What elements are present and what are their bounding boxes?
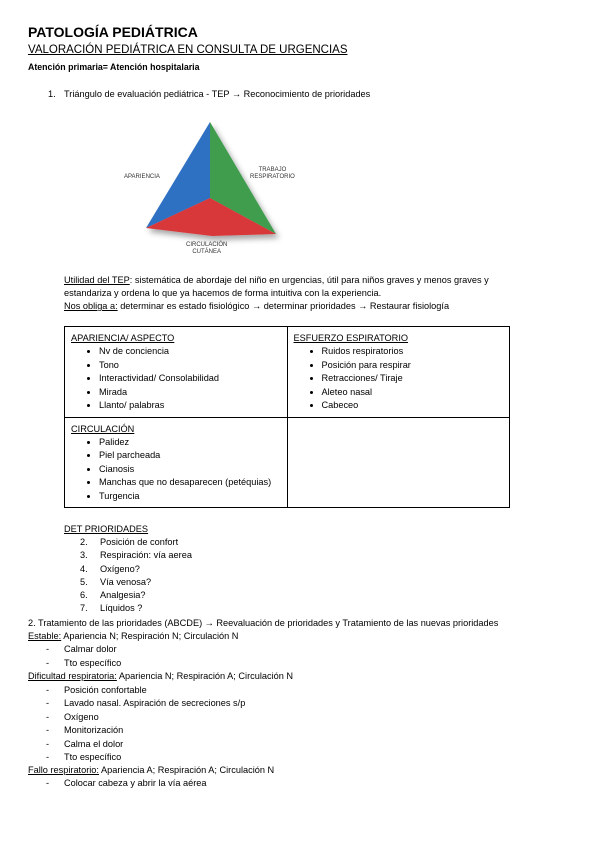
- dash-marker: -: [46, 685, 50, 695]
- dificultad-line: [28, 670, 293, 683]
- list-item: Colocar cabeza y abrir la vía aérea: [64, 778, 207, 788]
- list-item: • Nv de conciencia: [99, 345, 281, 359]
- list-item: • Palidez: [99, 436, 281, 450]
- list-item: • Manchas que no desaparecen (petéquias): [99, 476, 281, 490]
- utilidad-text-1: : sistemática de abordaje del niño en urgencias, útil para niños graves y menos graves y: [129, 275, 489, 285]
- utilidad-line-1: [64, 274, 489, 287]
- esfuerzo-cell: [287, 327, 510, 418]
- list-item: • Tono: [99, 359, 281, 373]
- list-item: • Aleteo nasal: [322, 386, 504, 400]
- page-title: PATOLOGÍA PEDIÁTRICA: [28, 24, 198, 40]
- list-item: Tto específico: [64, 752, 122, 762]
- list-item: • Cianosis: [99, 463, 281, 477]
- list-item: • Turgencia: [99, 490, 281, 504]
- utilidad-text-2: estandariza y ordena lo que ya hacemos de forma intuitiva con la experiencia.: [64, 288, 382, 298]
- list-item: Calma el dolor: [64, 739, 124, 749]
- dash-marker: -: [46, 698, 50, 708]
- subtitle: VALORACIÓN PEDIÁTRICA EN CONSULTA DE URGENCIAS: [28, 44, 348, 56]
- list-item: • Interactividad/ Consolabilidad: [99, 372, 281, 386]
- list-item: Monitorización: [64, 725, 124, 735]
- empty-cell: [287, 417, 510, 508]
- dash-marker: -: [46, 778, 50, 788]
- list-item: 2. Posición de confort: [80, 537, 179, 547]
- esfuerzo-heading: ESFUERZO ESPIRATORIO: [293, 333, 409, 343]
- list-item: 5. Vía venosa?: [80, 576, 152, 587]
- obliga-text: determinar es estado fisiológico → determinar prioridades → Restaurar fisiología: [117, 301, 450, 311]
- list-item: • Ruidos respiratorios: [322, 345, 504, 359]
- list-item: • Retracciones/ Tiraje: [322, 372, 504, 386]
- obliga-label: Nos obliga a:: [64, 301, 118, 311]
- list-item: • Cabeceo: [322, 399, 504, 413]
- dash-marker: -: [46, 644, 50, 654]
- circulacion-list: [71, 436, 281, 504]
- estable-text: Apariencia N; Respiración N; Circulación N: [61, 631, 239, 641]
- list-item: • Posición para respirar: [322, 359, 504, 373]
- obliga-line: [64, 300, 449, 313]
- circulacion-heading: CIRCULACIÓN: [71, 423, 135, 434]
- estable-label: Estable:: [28, 631, 62, 641]
- dificultad-label: Dificultad respiratoria:: [28, 671, 117, 681]
- fallo-label: Fallo respiratorio:: [28, 765, 99, 775]
- circulacion-cell: [65, 417, 288, 508]
- tep-triangle: [118, 118, 318, 258]
- triangle-label-apariencia: APARIENCIA: [124, 174, 160, 180]
- triangle-label-trabajo: TRABAJO RESPIRATORIO: [250, 167, 295, 180]
- dificultad-text: Apariencia N; Respiración A; Circulación N: [116, 671, 294, 681]
- dash-marker: -: [46, 712, 50, 722]
- tep-table: [64, 326, 510, 508]
- list-item: 4. Oxígeno?: [80, 563, 140, 574]
- list-item: Oxígeno: [64, 712, 99, 722]
- section1-number: 1.: [48, 89, 56, 99]
- list-item: • Piel parcheada: [99, 449, 281, 463]
- section1-heading: Triángulo de evaluación pediátrica - TEP → Reconocimiento de prioridades: [64, 89, 371, 99]
- apariencia-heading: APARIENCIA/ ASPECTO: [71, 333, 175, 343]
- estable-line: [28, 630, 238, 643]
- prioridades-list: [80, 536, 192, 616]
- list-item: 7. Líquidos ?: [80, 603, 143, 614]
- fallo-text: Apariencia A; Respiración A; Circulación N: [98, 765, 275, 775]
- apariencia-cell: [65, 327, 288, 418]
- triangle-label-circulacion: CIRCULACIÓN CUTÁNEA: [186, 242, 228, 255]
- apariencia-list: [71, 345, 281, 413]
- list-item: Tto específico: [64, 658, 122, 668]
- dash-marker: -: [46, 658, 50, 668]
- list-item: Lavado nasal. Aspiración de secreciones s/p: [64, 698, 246, 708]
- section2-heading: 2. Tratamiento de las prioridades (ABCDE) → Reevaluación de prioridades y Tratamiento de las nuevas prioridades: [28, 618, 499, 628]
- dash-marker: -: [46, 725, 50, 735]
- list-item: 6. Analgesia?: [80, 590, 146, 601]
- dash-marker: -: [46, 752, 50, 762]
- esfuerzo-list: [294, 345, 504, 413]
- list-item: • Mirada: [99, 386, 281, 400]
- utilidad-label: Utilidad del TEP: [64, 275, 130, 285]
- prioridades-heading: DET PRIORIDADES: [64, 524, 149, 534]
- list-item: Calmar dolor: [64, 644, 117, 654]
- list-item: Posición confortable: [64, 685, 147, 695]
- fallo-line: [28, 764, 274, 777]
- list-item: • Llanto/ palabras: [99, 399, 281, 413]
- note: Atención primaria= Atención hospitalaria: [28, 62, 200, 72]
- tep-triangle-figure: [118, 118, 318, 258]
- dash-marker: -: [46, 739, 50, 749]
- list-item: 3. Respiración: vía aerea: [80, 550, 192, 561]
